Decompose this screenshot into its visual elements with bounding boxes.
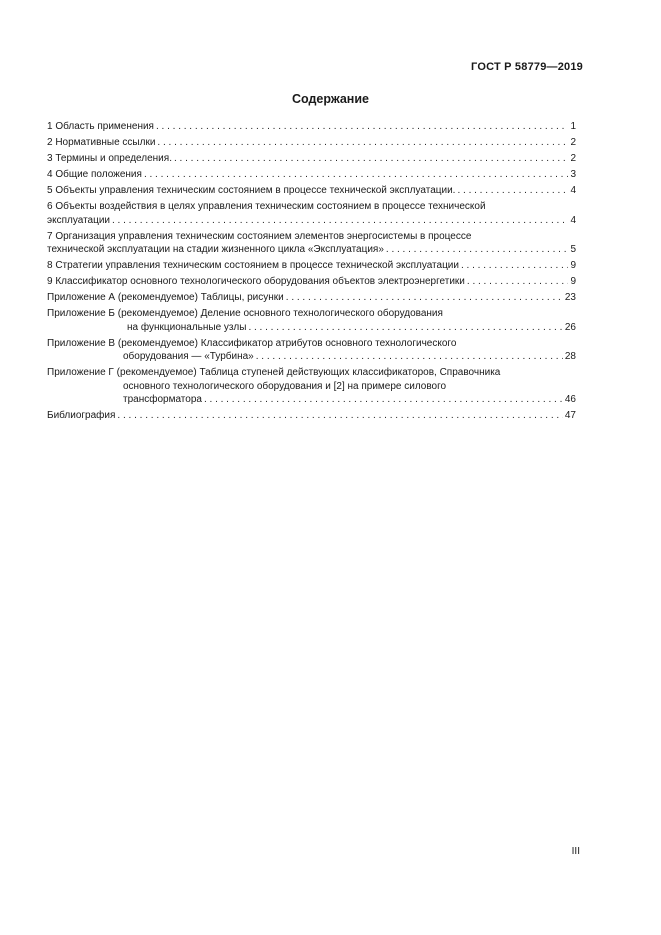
dot-leader: [248, 321, 562, 335]
toc-entry[interactable]: [47, 275, 576, 289]
dot-leader: [386, 243, 569, 257]
toc-entry-text: Приложение Б (рекомендуемое) Деление основного технологического оборудования: [47, 308, 443, 319]
toc-page-number: 26: [564, 321, 576, 333]
toc-entry[interactable]: [47, 409, 576, 423]
toc-page-number: 9: [570, 260, 576, 271]
toc-entry[interactable]: [47, 291, 576, 305]
toc-entry-text: технической эксплуатации на стадии жизненного цикла «Эксплуатация»: [47, 244, 384, 255]
toc-entry-text: 4 Общие положения: [47, 169, 142, 180]
dot-leader: [174, 152, 568, 166]
toc-page-number: 3: [570, 169, 576, 180]
dot-leader: [112, 214, 568, 228]
toc-page-number: 46: [564, 394, 576, 405]
toc-entry-text: Библиография: [47, 410, 116, 421]
toc-entry-text: эксплуатации: [47, 214, 110, 226]
toc-entry-text: 2 Нормативные ссылки: [47, 137, 156, 148]
dot-leader: [286, 291, 563, 305]
toc-page-number: 28: [564, 351, 576, 362]
toc-entry-text: трансформатора: [123, 394, 202, 405]
toc-entry-text: основного технологического оборудования и [2] на примере силового: [123, 380, 447, 392]
toc-entry[interactable]: [47, 184, 576, 198]
toc-entry[interactable]: [47, 136, 576, 150]
toc-page-number: 1: [570, 121, 576, 132]
toc-page-number: 4: [570, 185, 576, 196]
document-code: ГОСТ Р 58779—2019: [471, 61, 583, 73]
toc-page-number: 5: [570, 244, 576, 255]
dot-leader: [117, 409, 562, 423]
toc-entry[interactable]: [47, 307, 576, 334]
dot-leader: [256, 350, 563, 364]
toc-entry-text: 1 Область применения: [47, 121, 154, 132]
dot-leader: [467, 275, 569, 289]
dot-leader: [144, 168, 569, 182]
toc-entry-text: Приложение Г (рекомендуемое) Таблица ступеней действующих классификаторов, Справочника: [47, 367, 501, 378]
toc-page-number: 47: [564, 410, 576, 421]
table-of-contents: [47, 120, 576, 425]
dot-leader: [157, 136, 568, 150]
toc-entry[interactable]: [47, 120, 576, 134]
dot-leader: [204, 393, 563, 407]
toc-title: Содержание: [291, 92, 369, 106]
toc-page-number: 23: [564, 292, 576, 303]
dot-leader: [457, 184, 568, 198]
toc-entry-text: на функциональные узлы: [127, 321, 247, 333]
dot-leader: [461, 259, 568, 273]
toc-entry[interactable]: [47, 152, 576, 166]
toc-entry[interactable]: [47, 259, 576, 273]
toc-entry-text: Приложение В (рекомендуемое) Классификатор атрибутов основного технологического: [47, 337, 457, 349]
toc-entry[interactable]: [47, 168, 576, 182]
toc-entry-text: 3 Термины и определения.: [47, 153, 172, 164]
toc-page-number: 4: [570, 214, 576, 226]
page-number: III: [571, 846, 580, 857]
toc-entry-text: 6 Объекты воздействия в целях управления техническим состоянием в процессе технической: [47, 201, 486, 212]
toc-entry[interactable]: [47, 366, 576, 407]
toc-page-number: 2: [570, 153, 576, 164]
toc-entry-text: 7 Организация управления техническим состоянием элементов энергосистемы в процессе: [47, 230, 472, 242]
toc-entry-text: 5 Объекты управления техническим состоянием в процессе технической эксплуатации.: [47, 185, 456, 196]
toc-entry[interactable]: [47, 337, 576, 364]
dot-leader: [156, 120, 568, 134]
toc-entry[interactable]: [47, 230, 576, 257]
toc-page-number: 2: [570, 137, 576, 148]
toc-entry-text: 8 Стратегии управления техническим состоянием в процессе технической эксплуатации: [47, 260, 459, 271]
toc-entry-text: 9 Классификатор основного технологического оборудования объектов электроэнергетики: [47, 276, 465, 287]
toc-entry-text: оборудования — «Турбина»: [123, 351, 254, 362]
toc-entry[interactable]: [47, 200, 576, 227]
toc-entry-text: Приложение А (рекомендуемое) Таблицы, рисунки: [47, 292, 284, 303]
toc-page-number: 9: [570, 276, 576, 287]
